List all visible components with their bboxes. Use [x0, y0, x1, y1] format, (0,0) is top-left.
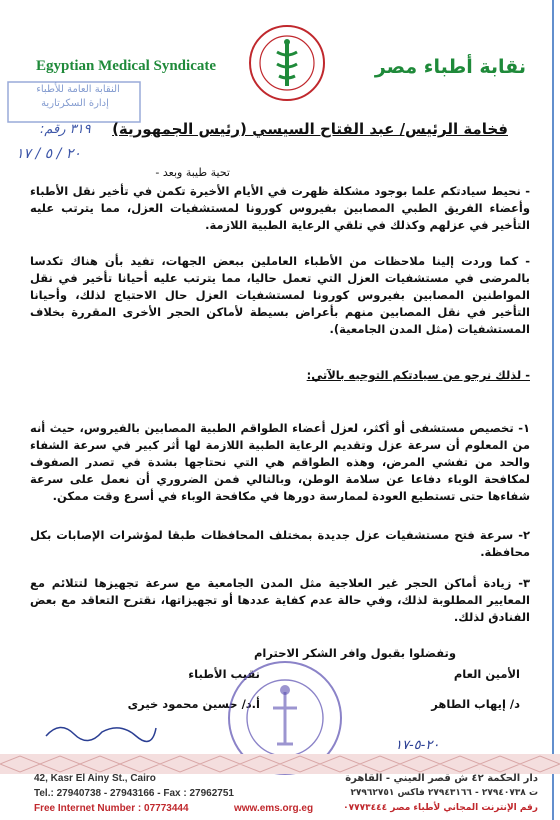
footer-internet-en: Free Internet Number : 07773444 — [34, 803, 189, 814]
footer-website[interactable]: www.ems.org.eg — [234, 803, 314, 814]
closing-line: وتفضلوا بقبول وافر الشكر الاحترام — [253, 646, 456, 660]
footer-phone-ar: ت ٢٧٩٤٠٧٣٨ - ٢٧٩٤٣١٦٦ فاكس ٢٧٩٦٢٧٥١ — [350, 788, 538, 798]
footer-pattern-band — [0, 754, 560, 774]
greeting: تحية طيبة وبعد - — [155, 166, 230, 179]
footer-internet-ar: رقم الإنترنت المجاني لأطباء مصر ٠٧٧٧٣٤٤٤ — [343, 803, 538, 813]
stamp-line-org: النقابة العامة للأطباء — [36, 84, 120, 95]
stamp-date: ٢٠ / ٥ / ١٧ — [16, 146, 81, 162]
handwritten-signature — [40, 716, 160, 746]
request-item-2: ٢- سرعة فتح مستشفيات عزل جديدة بمختلف المحافظات طبقا لمؤشرات الإصابات بكل محافظة. — [30, 528, 530, 559]
paragraph-2: - كما وردت إلينا ملاحظات من الأطباء العاملين ببعض الجهات، تفيد بأن هناك تكدسا بالمرضى في مستشفيات العزل التي تعمل حاليا، مما يترتب عليه أحيانا تأخير في نقل المواطنين المصابين بفيروس كورونا لمستشفيات العزل حال الاحتياج لذلك، وأحيانا التأخير في نقل المصابين منهم بأعراض بسيطة لأماكن الحجر الأخرى المقررة بخلاف المستشفيات (مثل المدن الجامعية). — [30, 254, 530, 336]
footer-address-en: 42, Kasr El Ainy St., Cairo — [34, 773, 156, 784]
org-name-ar: نقابة أطباء مصر — [374, 56, 526, 78]
stamp-line-dept: إدارة السكرتارية — [41, 98, 109, 109]
request-item-3: ٣- زيادة أماكن الحجر غير العلاجية مثل المدن الجامعية مع سرعة تجهيزها لتتلائم مع المعايير المطلوبة لذلك، وفي حالة عدم كفاية عددها أو تجهيزاتها، نقترح التعاقد مع بعض الفنادق لذلك. — [30, 576, 530, 624]
secretary-general-name: د/ إيهاب الطاهر — [431, 697, 520, 711]
recipient-line: فخامة الرئيس/ عبد الفتاح السيسي (رئيس الجمهورية) — [112, 120, 508, 138]
handwritten-date: ٢٠-٥-١٧ — [395, 738, 440, 753]
page-edge-line — [552, 0, 554, 820]
syndicate-head-title: نقيب الأطباء — [188, 667, 260, 681]
paragraph-1: - نحيط سيادتكم علما بوجود مشكلة ظهرت في الأيام الأخيرة تكمن في تأخير نقل الأطباء وأعضاء الفريق الطبي المصابين بفيروس كورونا لمستشفيات العزل، مما يترتب عليه التأخير في عزلهم وكذلك في تلقي الرعاية الطبية اللازمة. — [30, 184, 530, 232]
request-item-1: ١- تخصيص مستشفى أو أكثر، لعزل أعضاء الطواقم الطبية المصابين بالفيروس، حيث أنه من المعلوم أن سرعة عزل وتقديم الرعاية الطبية اللازمة لها أثر كبير في سرعة الشفاء والحد من تفشي المرض، وهذه الطواقم هي التي نحتاجها بشدة في تصدر الصفوف لمكافحة الوباء دفاعا عن سلامة الوطن، وبالتالي فمن الضروري أن نعمل على سرعة شفاءها حتى تستطيع العودة لممارسة دورها في مكافحة الوباء في أسرع وقت ممكن. — [30, 421, 530, 503]
request-heading: - لذلك نرجو من سيادتكم التوجيه بالآتي: — [306, 368, 530, 382]
syndicate-head-name: أ.د/ حسين محمود خيرى — [127, 697, 260, 711]
syndicate-logo — [248, 24, 326, 102]
stamp-number: ٣١٩ رقم: — [40, 122, 91, 137]
org-name-en: Egyptian Medical Syndicate — [36, 58, 217, 74]
footer-address-ar: دار الحكمة ٤٢ ش قصر العيني - القاهرة — [345, 773, 538, 784]
secretary-general-title: الأمين العام — [453, 667, 520, 681]
footer-phone-en: Tel.: 27940738 - 27943166 - Fax : 27962751 — [34, 788, 234, 799]
